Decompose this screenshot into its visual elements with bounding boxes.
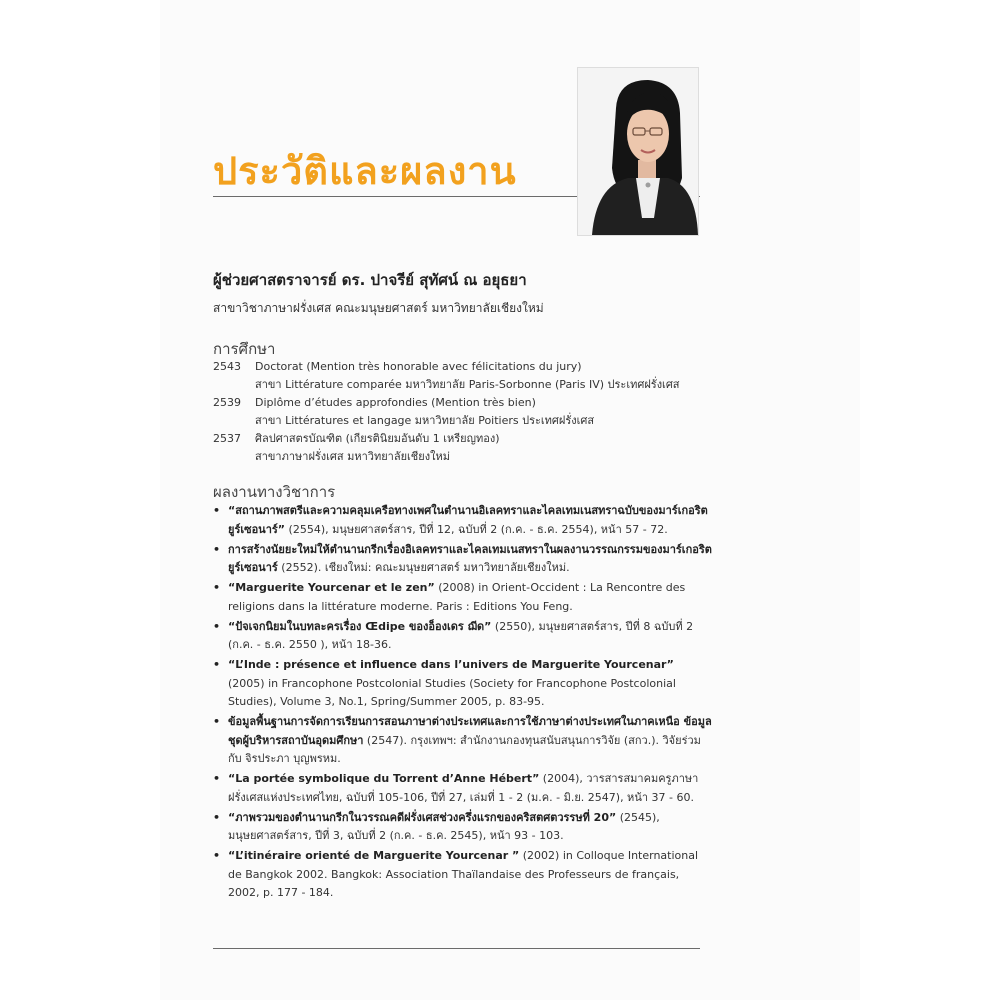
bullet-icon: •: [213, 658, 221, 671]
publication-details: (2550), มนุษยศาสตร์สาร, ปีที่ 8 ฉบับที่ 2 (ก.ค. - ธ.ค. 2550 ), หน้า 18-36.: [228, 619, 694, 651]
portrait-image: [578, 68, 698, 235]
education-institution: สาขาภาษาฝรั่งเศส มหาวิทยาลัยเชียงใหม่: [255, 450, 450, 463]
publication-details: (2004), วารสารสมาคมครูภาษาฝรั่งเศสแห่งประเทศไทย, ฉบับที่ 105-106, ปีที่ 27, เล่มที่ 1 - 2 (ม.ค. - มิ.ย. 2547), หน้า 37 - 60.: [228, 772, 699, 804]
education-year: 2539: [213, 396, 241, 409]
bullet-icon: •: [213, 772, 221, 785]
profile-photo: [577, 67, 699, 236]
publication-item: [213, 713, 713, 769]
bullet-icon: •: [213, 619, 221, 633]
bullet-icon: •: [213, 504, 221, 517]
education-degree: Diplôme d’études approfondies (Mention très bien): [255, 396, 536, 409]
publication-item: [213, 618, 713, 655]
publication-title: “สถานภาพสตรีและความคลุมเครือทางเพศในตำนานอิเลคทราและไคลเทมเนสทราฉบับของมาร์เกอริต ยูร์เซอนาร์”: [228, 504, 708, 536]
publication-title: การสร้างนัยยะใหม่ให้ตำนานกรีกเรื่องอิเลคทราและไคลเทมเนสทราในผลงานวรรณกรรมของมาร์เกอริต ยูร์เซอนาร์: [228, 542, 712, 574]
publication-item: [213, 502, 713, 539]
education-institution: สาขา Littératures et langage มหาวิทยาลัย Poitiers ประเทศฝรั่งเศส: [255, 414, 595, 427]
education-degree: Doctorat (Mention très honorable avec félicitations du jury): [255, 360, 582, 373]
publication-item: [213, 541, 713, 578]
publication-title: ข้อมูลพื้นฐานการจัดการเรียนการสอนภาษาต่างประเทศและการใช้ภาษาต่างประเทศในภาคเหนือ ข้อมูลชุดผู้บริหารสถาบันอุดมศึกษา: [228, 715, 712, 747]
publication-title: “ปัจเจกนิยมในบทละครเรื่อง Œdipe ของอ็องเดร ฌีด”: [228, 619, 492, 633]
footer-divider: [213, 948, 700, 949]
bullet-icon: •: [213, 581, 221, 594]
education-list: [213, 358, 713, 466]
publication-title: “Marguerite Yourcenar et le zen”: [228, 581, 435, 594]
publication-details: (2002) in Colloque International de Bangkok 2002. Bangkok: Association Thaïlandaise des Professeurs de français, 2002, p. 177 - 184.: [228, 849, 699, 899]
publication-details: (2552). เชียงใหม่: คณะมนุษยศาสตร์ มหาวิทยาลัยเชียงใหม่.: [277, 561, 570, 574]
publication-item: [213, 847, 713, 903]
bullet-icon: •: [213, 810, 221, 824]
publication-item: [213, 809, 713, 846]
publication-details: (2545), มนุษยศาสตร์สาร, ปีที่ 3, ฉบับที่ 2 (ก.ค. - ธ.ค. 2545), หน้า 93 - 103.: [228, 810, 660, 842]
publication-item: [213, 579, 713, 616]
publication-title: “L’Inde : présence et influence dans l’univers de Marguerite Yourcenar”: [228, 658, 674, 671]
education-item: [213, 394, 713, 430]
publications-heading: ผลงานทางวิชาการ: [213, 483, 336, 501]
education-heading: การศึกษา: [213, 340, 276, 358]
education-item: [213, 358, 713, 394]
publication-details: (2005) in Francophone Postcolonial Studies (Society for Francophone Postcolonial Studies), Volume 3, No.1, Spring/Summer 2005, p. 83-95.: [228, 676, 676, 708]
page-title: ประวัติและผลงาน: [213, 149, 517, 193]
education-institution: สาขา Littérature comparée มหาวิทยาลัย Paris-Sorbonne (Paris IV) ประเทศฝรั่งเศส: [255, 378, 680, 391]
author-name: ผู้ช่วยศาสตราจารย์ ดร. ปาจรีย์ สุทัศน์ ณ อยุธยา: [213, 271, 527, 289]
publication-title: “La portée symbolique du Torrent d’Anne Hébert”: [228, 772, 540, 785]
education-item: [213, 430, 713, 466]
publication-item: [213, 770, 713, 807]
education-year: 2543: [213, 360, 241, 373]
education-year: 2537: [213, 432, 241, 445]
publication-details: (2547). กรุงเทพฯ: สำนักงานกองทุนสนับสนุนการวิจัย (สกว.). วิจัยร่วมกับ จิรประภา บุญพรหม.: [228, 733, 701, 765]
bullet-icon: •: [213, 542, 221, 556]
bullet-icon: •: [213, 715, 221, 728]
publication-title: “L’itinéraire orienté de Marguerite Yourcenar ”: [228, 849, 520, 862]
publications-list: [213, 502, 713, 904]
education-degree: ศิลปศาสตรบัณฑิต (เกียรตินิยมอันดับ 1 เหรียญทอง): [255, 432, 500, 445]
publication-details: (2008) in Orient-Occident : La Rencontre des religions dans la littérature moderne. Paris : Editions You Feng.: [228, 581, 686, 613]
author-department: สาขาวิชาภาษาฝรั่งเศส คณะมนุษยศาสตร์ มหาวิทยาลัยเชียงใหม่: [213, 301, 544, 315]
bullet-icon: •: [213, 849, 221, 862]
publication-item: [213, 656, 713, 712]
publication-title: “ภาพรวมของตำนานกรีกในวรรณคดีฝรั่งเศสช่วงครึ่งแรกของคริสตศตวรรษที่ 20”: [228, 810, 617, 824]
publication-details: (2554), มนุษยศาสตร์สาร, ปีที่ 12, ฉบับที่ 2 (ก.ค. - ธ.ค. 2554), หน้า 57 - 72.: [285, 522, 668, 536]
